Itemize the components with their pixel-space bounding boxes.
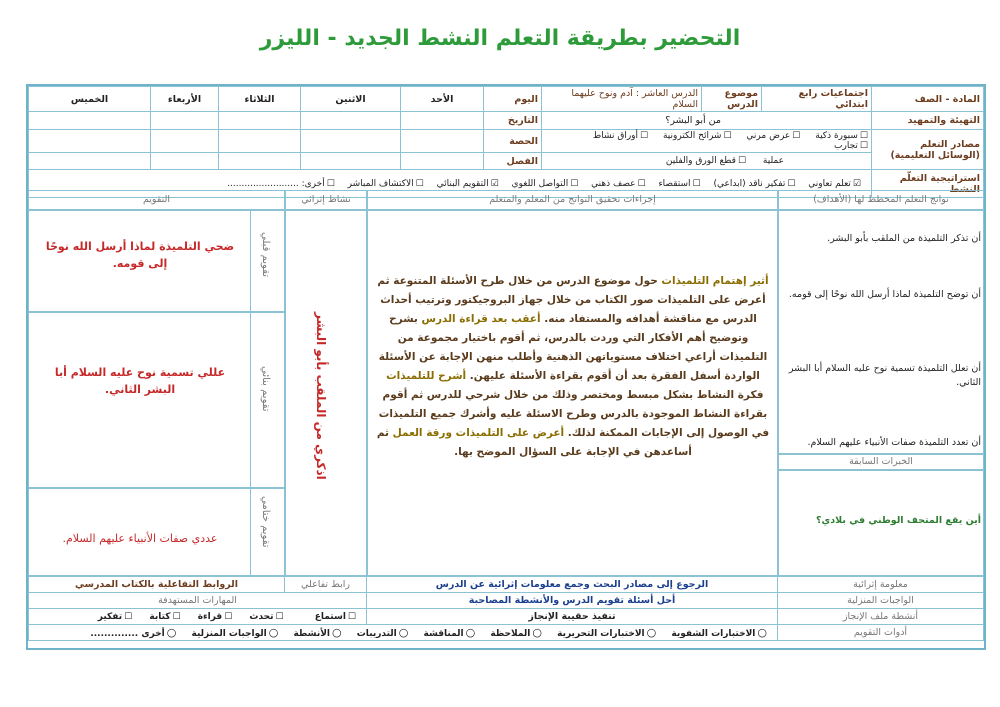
activity-text: اذكري من الملقب بأبو البشر bbox=[314, 312, 328, 480]
prior-knowledge-header bbox=[778, 454, 984, 470]
objective-3: أن تعلل التلميذة تسمية نوح عليه السلام أبا البشر الثاني. bbox=[788, 363, 981, 388]
page-title: التحضير بطريقة التعلم النشط الجديد - الليزر bbox=[259, 26, 741, 51]
subject-value: اجتماعيات رابع ابتدائي bbox=[762, 87, 872, 112]
eval-mid-cell bbox=[28, 312, 285, 488]
procedure-3-lead: أشرح للتلميذات bbox=[386, 370, 467, 382]
day-thu: الخميس bbox=[29, 87, 151, 112]
procedures-header bbox=[367, 190, 778, 210]
class-cell-mon[interactable] bbox=[301, 153, 401, 170]
resource-practical[interactable]: عملية bbox=[762, 156, 784, 166]
period-cell-sun[interactable] bbox=[401, 130, 484, 153]
objectives-column bbox=[778, 210, 984, 454]
link-label: رابط تفاعلي bbox=[285, 577, 367, 593]
resources-label: مصادر التعلم (الوسائل التعليمية) bbox=[872, 130, 984, 170]
class-cell-thu[interactable] bbox=[29, 153, 151, 170]
link-value[interactable]: الروابط التفاعلية بالكتاب المدرسي bbox=[29, 577, 285, 593]
activity-header-text: نشاط إثرائي bbox=[301, 194, 351, 205]
skill-reading[interactable]: ☐ قراءة bbox=[198, 612, 233, 622]
strategy-brainstorm[interactable]: ☐ عصف ذهني bbox=[591, 179, 645, 189]
strategy-label: استراتيجية التعلّم النشط bbox=[872, 170, 984, 198]
strategy-cooperative[interactable]: ☑ تعلم تعاوني bbox=[808, 179, 861, 189]
skill-thinking[interactable]: ☐ تفكير bbox=[98, 612, 132, 622]
skills-options bbox=[29, 609, 367, 625]
portfolio-label: أنشطة ملف الإنجاز bbox=[778, 609, 984, 625]
intro-value[interactable]: من أبو البشر؟ bbox=[542, 112, 872, 130]
date-cell-tue[interactable] bbox=[219, 112, 301, 130]
eval-pre-label: تقويم قبلي bbox=[260, 232, 271, 278]
procedures-header-text: إجراءات تحقيق النواتج من المعلم والمتعلم bbox=[489, 194, 656, 205]
eval-pre-text: ضحي التلميذة لماذا أرسل الله نوحًا إلى قومه. bbox=[45, 240, 235, 270]
tool-activities[interactable]: ○ الأنشطة bbox=[293, 629, 341, 639]
resource-visual[interactable]: ☐ عرض مرني bbox=[746, 131, 800, 141]
tool-exercises[interactable]: ○ التدريبات bbox=[357, 629, 409, 639]
enrich-value: الرجوع إلى مصادر البحث وجمع معلومات إثرائية عن الدرس bbox=[367, 577, 778, 593]
procedure-4-lead: أعرض على التلميذات ورقة العمل bbox=[392, 427, 565, 439]
date-cell-mon[interactable] bbox=[301, 112, 401, 130]
topic-value: الدرس العاشر : آدم ونوح عليهما السلام bbox=[542, 87, 702, 112]
class-cell-tue[interactable] bbox=[219, 153, 301, 170]
day-label: اليوم bbox=[484, 87, 542, 112]
tools-label: أدوات التقويم bbox=[778, 625, 984, 641]
evaluation-header bbox=[28, 190, 285, 210]
skills-label: المهارات المستهدفة bbox=[29, 593, 367, 609]
strategy-other[interactable]: ☐ أخرى: ......................... bbox=[227, 179, 335, 189]
activity-header bbox=[285, 190, 367, 210]
subject-label: المادة - الصف bbox=[872, 87, 984, 112]
eval-post-text: عددي صفات الأنبياء عليهم السلام. bbox=[62, 532, 218, 545]
skill-writing[interactable]: ☐ كتابة bbox=[149, 612, 180, 622]
objective-4: أن تعدد التلميذة صفات الأنبياء عليهم السلام. bbox=[807, 437, 981, 448]
procedure-2-text: بشرح وتوضيح أهم الأفكار التي وردت بالدرس، ثم أقوم باختيار مجموعة من التلميذات أراعي اختلاف مستوياتهن الذهنية وأطلب منهن الإجابة عن الأسئلة الواردة أسفل الفقرة بعد أن أقوم بقراءة الأسئلة عليهن. bbox=[378, 313, 768, 382]
homework-value: أحل أسئلة تقويم الدرس والأنشطة المصاحبة bbox=[367, 593, 778, 609]
class-label: الفصل bbox=[484, 153, 542, 170]
period-label: الحصة bbox=[484, 130, 542, 153]
skill-speaking[interactable]: ☐ تحدث bbox=[249, 612, 283, 622]
date-cell-thu[interactable] bbox=[29, 112, 151, 130]
intro-label: التهيئة والتمهيد bbox=[872, 112, 984, 130]
resource-slides[interactable]: ☐ شرائح الكترونية bbox=[663, 131, 732, 141]
class-cell-sun[interactable] bbox=[401, 153, 484, 170]
tool-written[interactable]: ○ الاختبارات التحريرية bbox=[557, 629, 656, 639]
date-cell-wed[interactable] bbox=[151, 112, 219, 130]
objective-1: أن تذكر التلميذة من الملقب بأبو البشر. bbox=[827, 233, 981, 244]
tool-other[interactable]: ○ أخرى .............. bbox=[90, 629, 176, 639]
strategy-critical[interactable]: ☐ تفكير ناقد (ابداعي) bbox=[714, 179, 796, 189]
resources-row-2 bbox=[542, 153, 872, 170]
tools-options bbox=[29, 625, 778, 641]
resource-smartboard[interactable]: ☐ سبورة ذكية bbox=[815, 131, 868, 141]
portfolio-value: تنفيذ حقيبة الإنجاز bbox=[367, 609, 778, 625]
prior-knowledge-value: أين يقع المتحف الوطني في بلادي؟ bbox=[816, 515, 981, 526]
tool-discussion[interactable]: ○ المناقشة bbox=[424, 629, 476, 639]
date-cell-sun[interactable] bbox=[401, 112, 484, 130]
procedure-2-lead: أعقب بعد قراءة الدرس bbox=[421, 313, 541, 325]
evaluation-header-text: التقويم bbox=[142, 194, 171, 205]
enrich-label: معلومة إثرائية bbox=[778, 577, 984, 593]
procedure-3-text: فكرة النشاط بشكل مبسط ومختصر وذلك من خلال شرحي للدرس ثم أقوم بقراءة النشاط الموجودة بالدرس وطرح الاسئلة عليه وأشرك جميع التلميذات في الوصول إلى الإجابات الممكنة لذلك. bbox=[378, 389, 770, 439]
strategy-formative[interactable]: ☑ التقويم البنائي bbox=[437, 179, 499, 189]
period-cell-mon[interactable] bbox=[301, 130, 401, 153]
day-tue: الثلاثاء bbox=[219, 87, 301, 112]
eval-mid-label: تقويم بنائي bbox=[260, 366, 271, 412]
resource-worksheets[interactable]: ☐ أوراق نشاط bbox=[593, 131, 648, 141]
resource-paper-foam[interactable]: ☐ قطع الورق والفلين bbox=[666, 156, 746, 166]
period-cell-thu[interactable] bbox=[29, 130, 151, 153]
eval-post-label: تقويم ختامي bbox=[260, 496, 271, 548]
procedure-1-text: حول موضوع الدرس من خلال طرح الأسئلة المتنوعة ثم أعرض على التلميذات صور الكتاب من خلال جهاز البروجيكتور وترتيب أحداث الدرس مع مناقشة أهدافه والمستفاد منه. bbox=[377, 275, 766, 325]
strategy-language[interactable]: ☐ التواصل اللغوي bbox=[512, 179, 579, 189]
skill-listening[interactable]: ☐ استماع bbox=[315, 612, 356, 622]
day-wed: الأربعاء bbox=[151, 87, 219, 112]
procedures-text bbox=[375, 272, 771, 462]
objectives-header bbox=[778, 190, 984, 210]
topic-label: موضوع الدرس bbox=[702, 87, 762, 112]
procedure-1-lead: أثير إهتمام التلميذات bbox=[661, 275, 769, 287]
day-mon: الاثنين bbox=[301, 87, 401, 112]
eval-mid-text: عللي تسمية نوح عليه السلام أبا البشر الثاني. bbox=[54, 366, 226, 396]
tool-oral[interactable]: ○ الاختبارات الشفوية bbox=[671, 629, 767, 639]
period-cell-wed[interactable] bbox=[151, 130, 219, 153]
class-cell-wed[interactable] bbox=[151, 153, 219, 170]
resources-row-1 bbox=[542, 130, 872, 153]
strategy-discovery[interactable]: ☐ الاكتشاف المباشر bbox=[348, 179, 424, 189]
day-sun: الأحد bbox=[401, 87, 484, 112]
tool-homework[interactable]: ○ الواجبات المنزلية bbox=[192, 629, 279, 639]
strategy-inquiry[interactable]: ☐ استقصاء bbox=[658, 179, 700, 189]
footer-grid bbox=[28, 576, 984, 641]
procedure-4-text: ثم أساعدهن في الإجابة على السؤال الموضح بها. bbox=[376, 427, 692, 458]
homework-label: الواجبات المنزلية bbox=[778, 593, 984, 609]
prior-knowledge-label: الخبرات السابقة bbox=[849, 456, 913, 467]
tool-observation[interactable]: ○ الملاحظة bbox=[490, 629, 542, 639]
objective-2: أن توضح التلميذة لماذا أرسل الله نوحًا إلى قومه. bbox=[788, 289, 981, 300]
resource-experiments[interactable]: ☐ تجارب bbox=[834, 141, 868, 151]
date-label: التاريخ bbox=[484, 112, 542, 130]
header-grid bbox=[28, 86, 984, 198]
objectives-header-text: نواتج التعلم المخطط لها (الأهداف) bbox=[813, 194, 949, 205]
period-cell-tue[interactable] bbox=[219, 130, 301, 153]
